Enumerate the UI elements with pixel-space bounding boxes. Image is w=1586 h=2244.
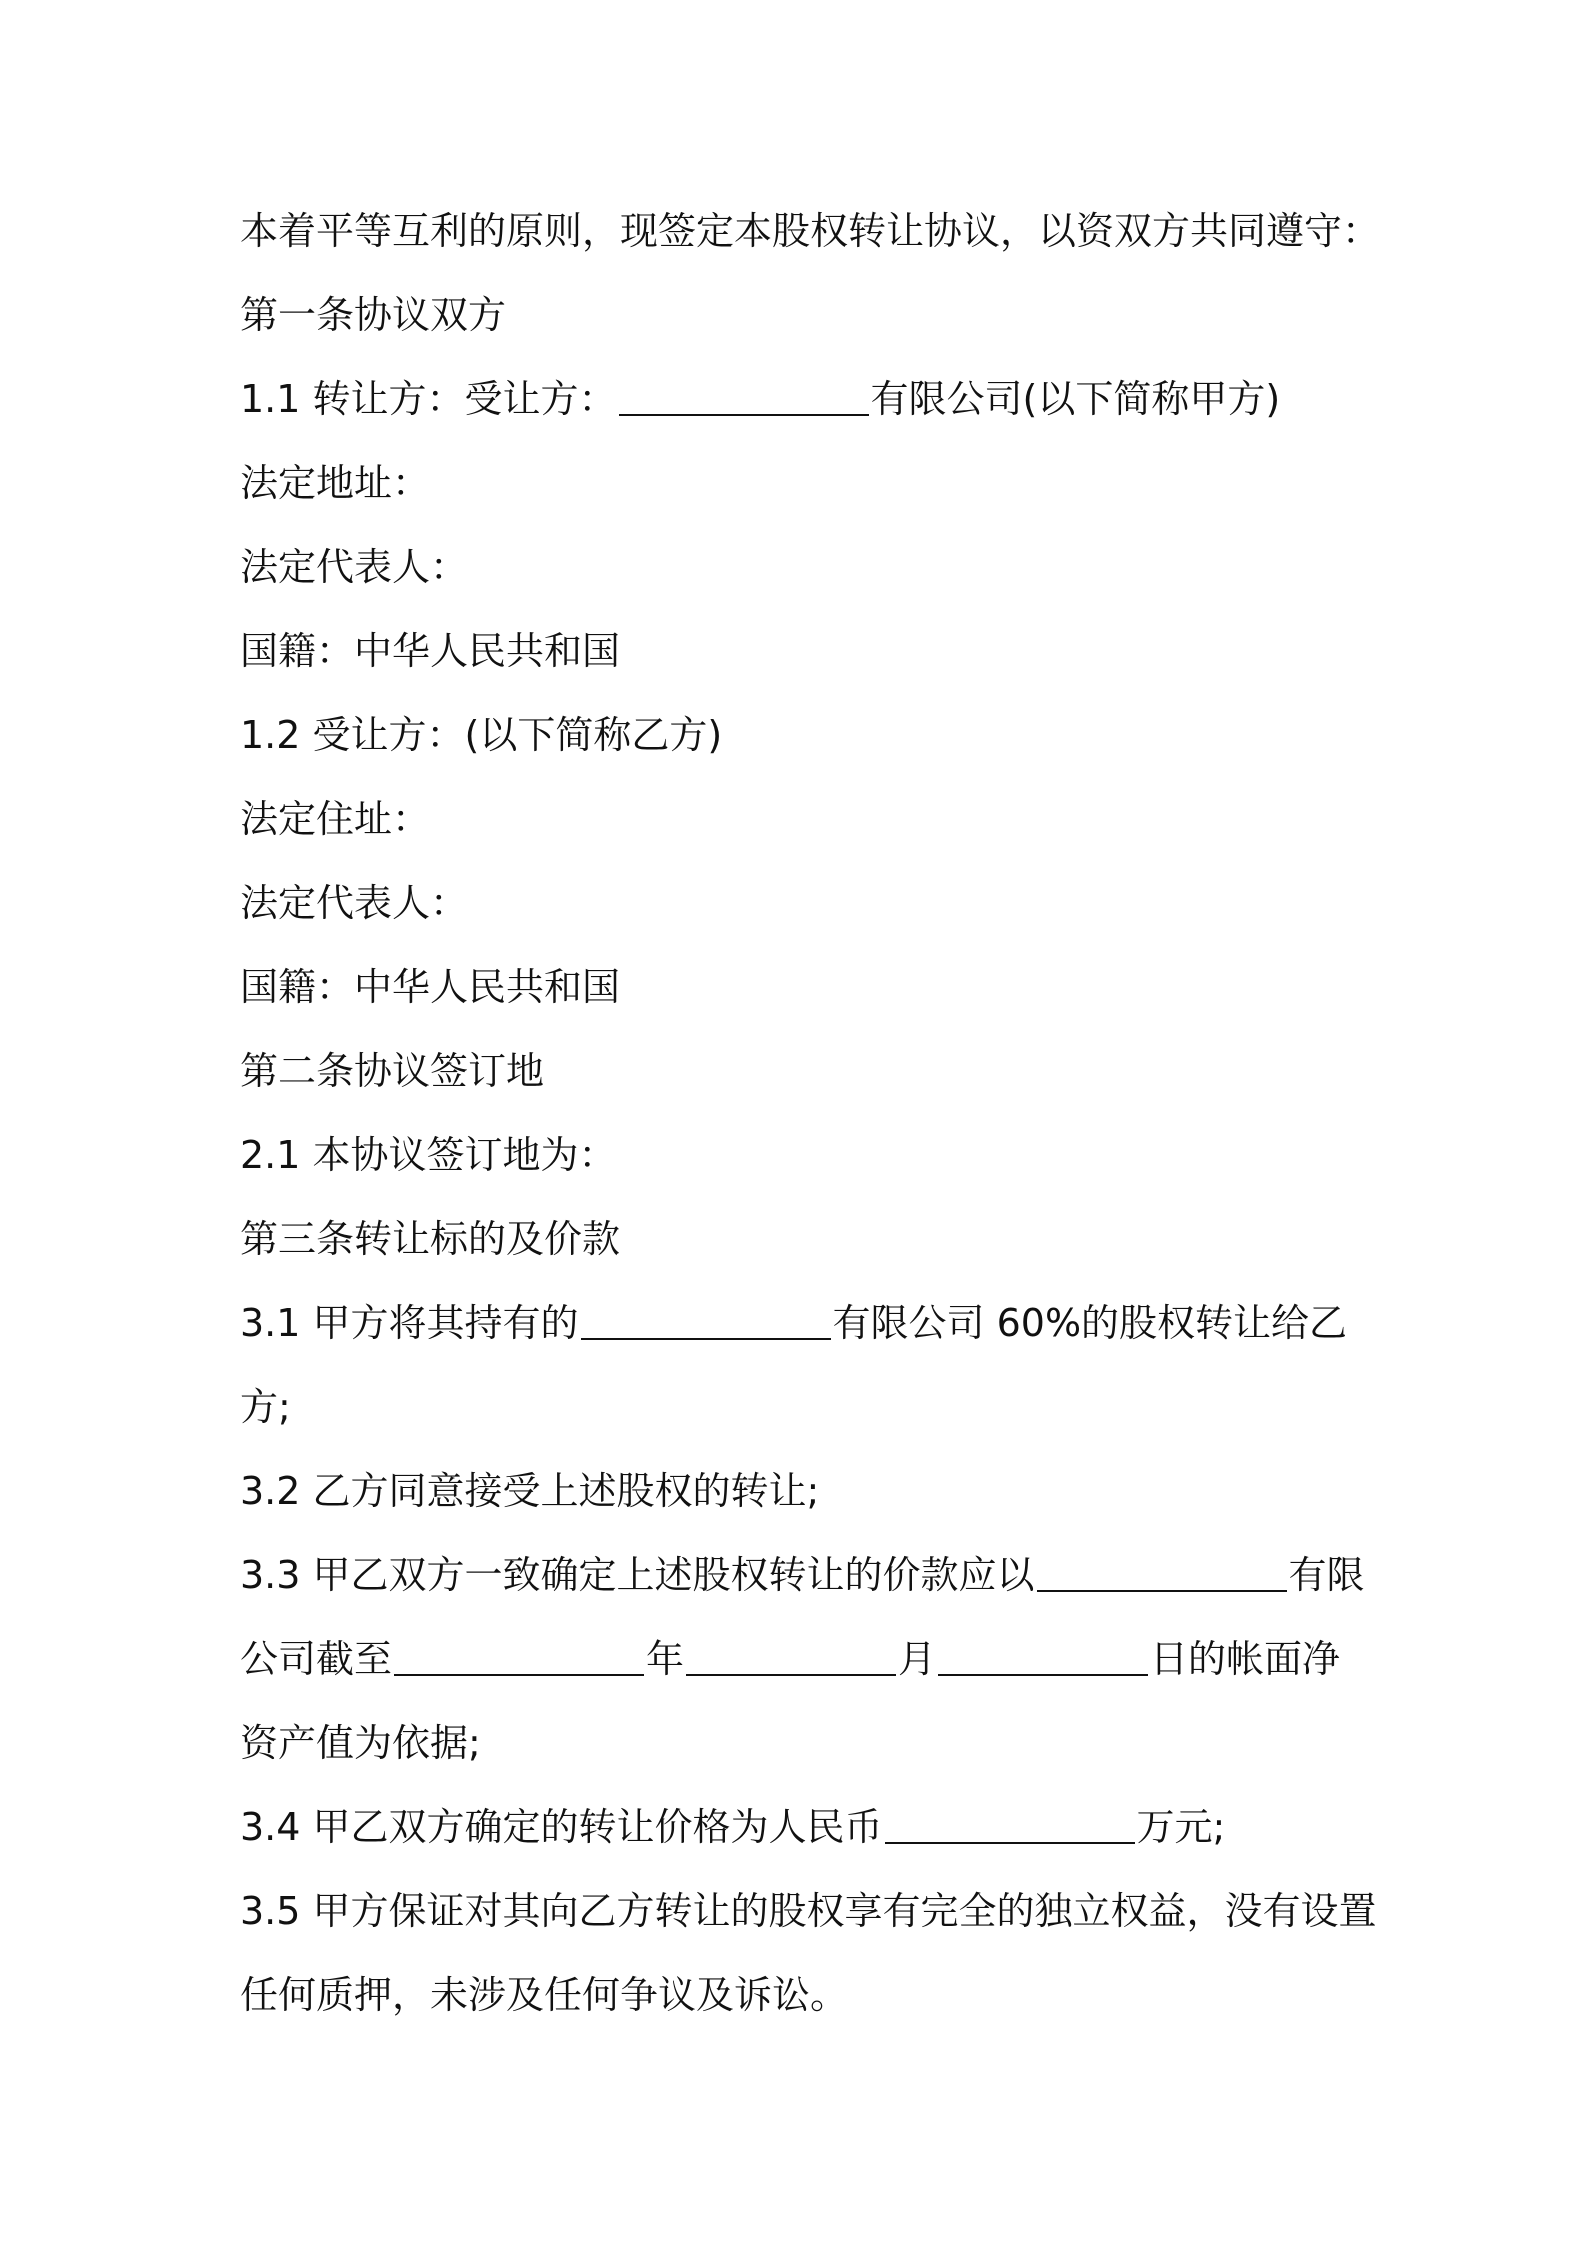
clause-3-5-continued: 任何质押，未涉及任何争议及诉讼。 — [240, 1973, 849, 2017]
party-b-representative: 法定代表人： — [240, 881, 469, 925]
clause-3-3-continued: 资产值为依据; — [240, 1721, 481, 1765]
clause-3-1-prefix: 3.1 甲方将其持有的 — [240, 1301, 579, 1345]
article-3-title: 第三条转让标的及价款 — [240, 1217, 621, 1261]
clause-3-4 — [240, 1792, 1360, 1876]
clause-3-3-date-line — [240, 1624, 1360, 1708]
party-a-representative: 法定代表人： — [240, 545, 469, 589]
month-blank — [686, 1628, 896, 1676]
clause-1-1-suffix: 有限公司(以下简称甲方) — [870, 377, 1281, 421]
year-blank — [394, 1628, 644, 1676]
month-label: 月 — [898, 1637, 937, 1681]
year-label: 年 — [646, 1637, 685, 1681]
clause-3-2: 3.2 乙方同意接受上述股权的转让; — [240, 1469, 820, 1513]
clause-3-5: 3.5 甲方保证对其向乙方转让的股权享有完全的独立权益，没有设置 — [240, 1889, 1377, 1933]
clause-3-4-suffix: 万元; — [1136, 1805, 1226, 1849]
party-a-address: 法定地址： — [240, 461, 431, 505]
party-b-address: 法定住址： — [240, 797, 431, 841]
clause-1-1 — [240, 364, 1360, 448]
clause-3-3-suffix: 有限 — [1288, 1553, 1365, 1597]
contract-page — [240, 196, 1381, 2044]
clause-3-1 — [240, 1288, 1360, 1372]
party-b-nationality: 国籍：中华人民共和国 — [240, 965, 621, 1009]
clause-3-3-company-label: 公司截至 — [240, 1637, 393, 1681]
clause-1-1-prefix: 1.1 转让方：受让方： — [240, 377, 617, 421]
clause-3-4-prefix: 3.4 甲乙双方确定的转让价格为人民币 — [240, 1805, 883, 1849]
company-name-blank — [1037, 1544, 1287, 1592]
article-2-title: 第二条协议签订地 — [240, 1049, 545, 1093]
clause-2-1: 2.1 本协议签订地为： — [240, 1133, 617, 1177]
clause-3-3-prefix: 3.3 甲乙双方一致确定上述股权转让的价款应以 — [240, 1553, 1035, 1597]
party-a-nationality: 国籍：中华人民共和国 — [240, 629, 621, 673]
article-1-title: 第一条协议双方 — [240, 293, 507, 337]
clause-3-1-suffix: 有限公司 60%的股权转让给乙 — [832, 1301, 1348, 1345]
intro-paragraph: 本着平等互利的原则，现签定本股权转让协议，以资双方共同遵守： — [240, 209, 1381, 253]
clause-3-3 — [240, 1540, 1365, 1624]
clause-3-1-continued: 方; — [240, 1385, 291, 1429]
clause-1-2: 1.2 受让方：(以下简称乙方) — [240, 713, 723, 757]
day-blank — [938, 1628, 1148, 1676]
company-name-blank — [619, 368, 869, 416]
day-label: 日的帐面净 — [1150, 1637, 1341, 1681]
company-name-blank — [581, 1292, 831, 1340]
price-blank — [885, 1796, 1135, 1844]
